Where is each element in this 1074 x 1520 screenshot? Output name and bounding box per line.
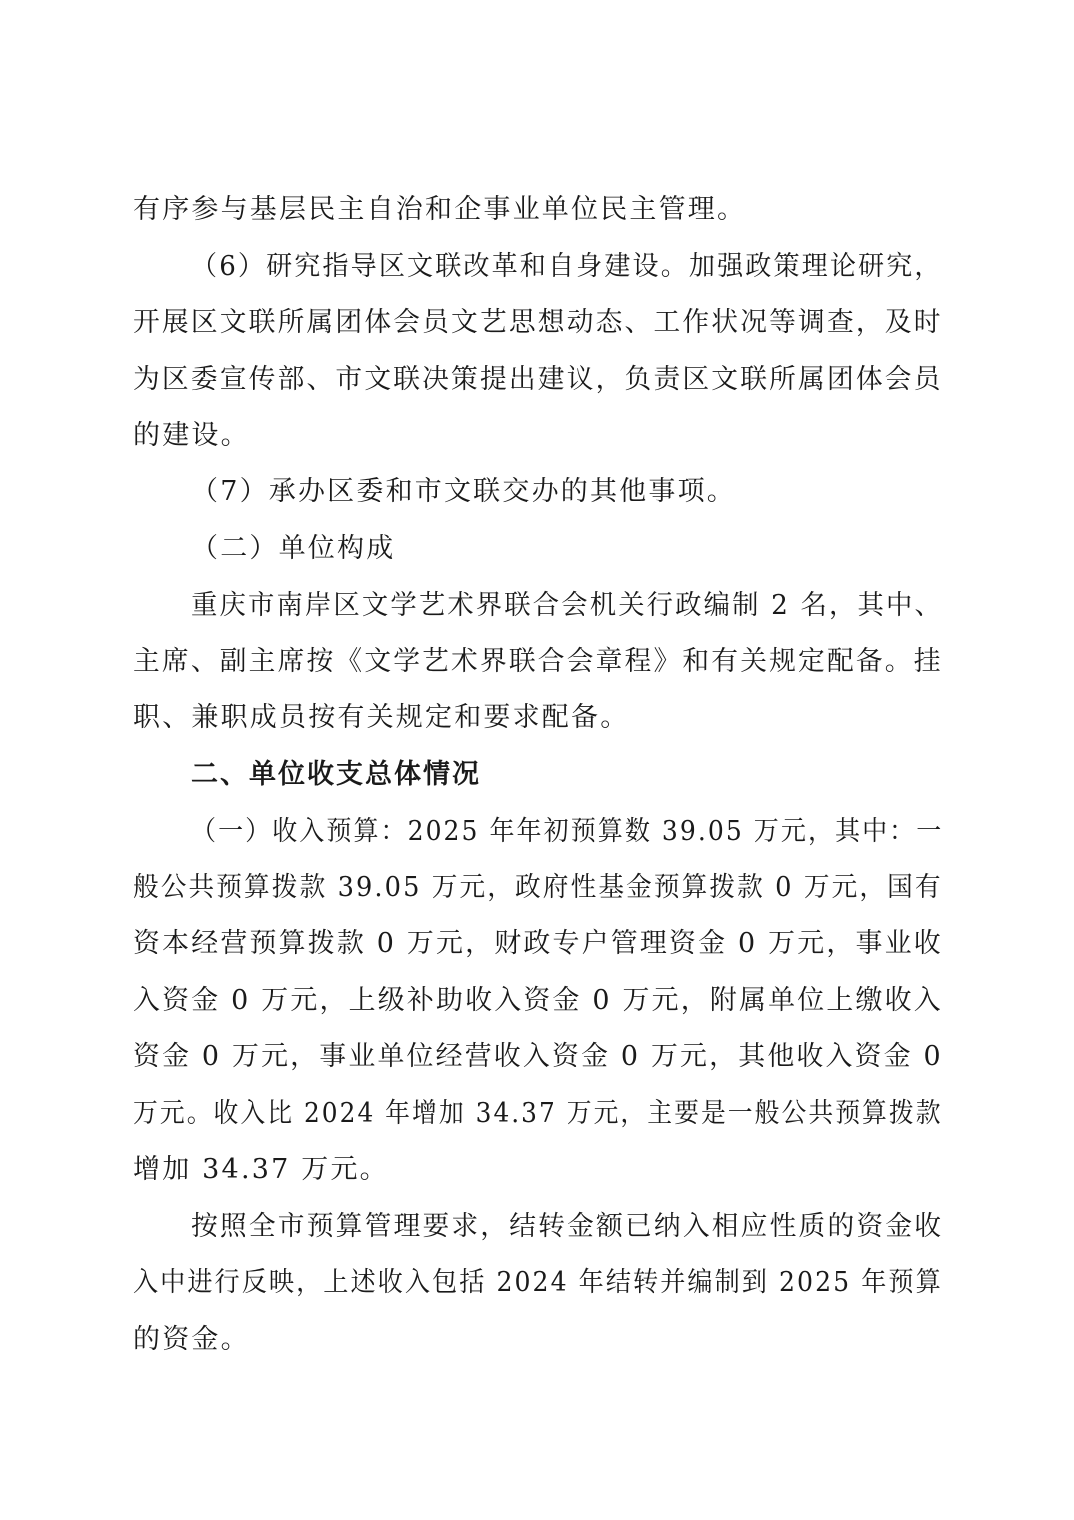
paragraph-line: 开展区文联所属团体会员文艺思想动态、工作状况等调查，及时 (133, 307, 943, 338)
paragraph-line: （一）收入预算：2025 年年初预算数 39.05 万元，其中：一 (191, 816, 944, 847)
paragraph-line: 的建设。 (133, 420, 250, 451)
paragraph-line: （7）承办区委和市文联交办的其他事项。 (191, 476, 736, 507)
paragraph-line: 职、兼职成员按有关规定和要求配备。 (133, 702, 630, 733)
paragraph-line: 有序参与基层民主自治和企事业单位民主管理。 (133, 194, 747, 225)
section-subheading: （二）单位构成 (191, 533, 396, 564)
paragraph-line: 为区委宣传部、市文联决策提出建议，负责区文联所属团体会员 (133, 364, 943, 395)
paragraph-line: （6）研究指导区文联改革和自身建设。加强政策理论研究， (191, 251, 943, 282)
paragraph-line: 入资金 0 万元，上级补助收入资金 0 万元，附属单位上缴收入 (133, 985, 943, 1016)
paragraph-line: 增加 34.37 万元。 (133, 1154, 389, 1185)
paragraph-line: 按照全市预算管理要求，结转金额已纳入相应性质的资金收 (191, 1211, 944, 1242)
paragraph-line: 的资金。 (133, 1324, 250, 1355)
paragraph-line: 入中进行反映，上述收入包括 2024 年结转并编制到 2025 年预算 (133, 1267, 943, 1298)
paragraph-line: 资金 0 万元，事业单位经营收入资金 0 万元，其他收入资金 0 (133, 1041, 943, 1072)
paragraph-line: 主席、副主席按《文学艺术界联合会章程》和有关规定配备。挂 (133, 646, 943, 677)
paragraph-line: 重庆市南岸区文学艺术界联合会机关行政编制 2 名，其中、 (191, 590, 943, 621)
paragraph-line: 般公共预算拨款 39.05 万元，政府性基金预算拨款 0 万元，国有 (133, 872, 943, 903)
section-heading: 二、单位收支总体情况 (191, 759, 481, 790)
paragraph-line: 资本经营预算拨款 0 万元，财政专户管理资金 0 万元，事业收 (133, 928, 943, 959)
paragraph-line: 万元。收入比 2024 年增加 34.37 万元，主要是一般公共预算拨款 (133, 1098, 943, 1129)
